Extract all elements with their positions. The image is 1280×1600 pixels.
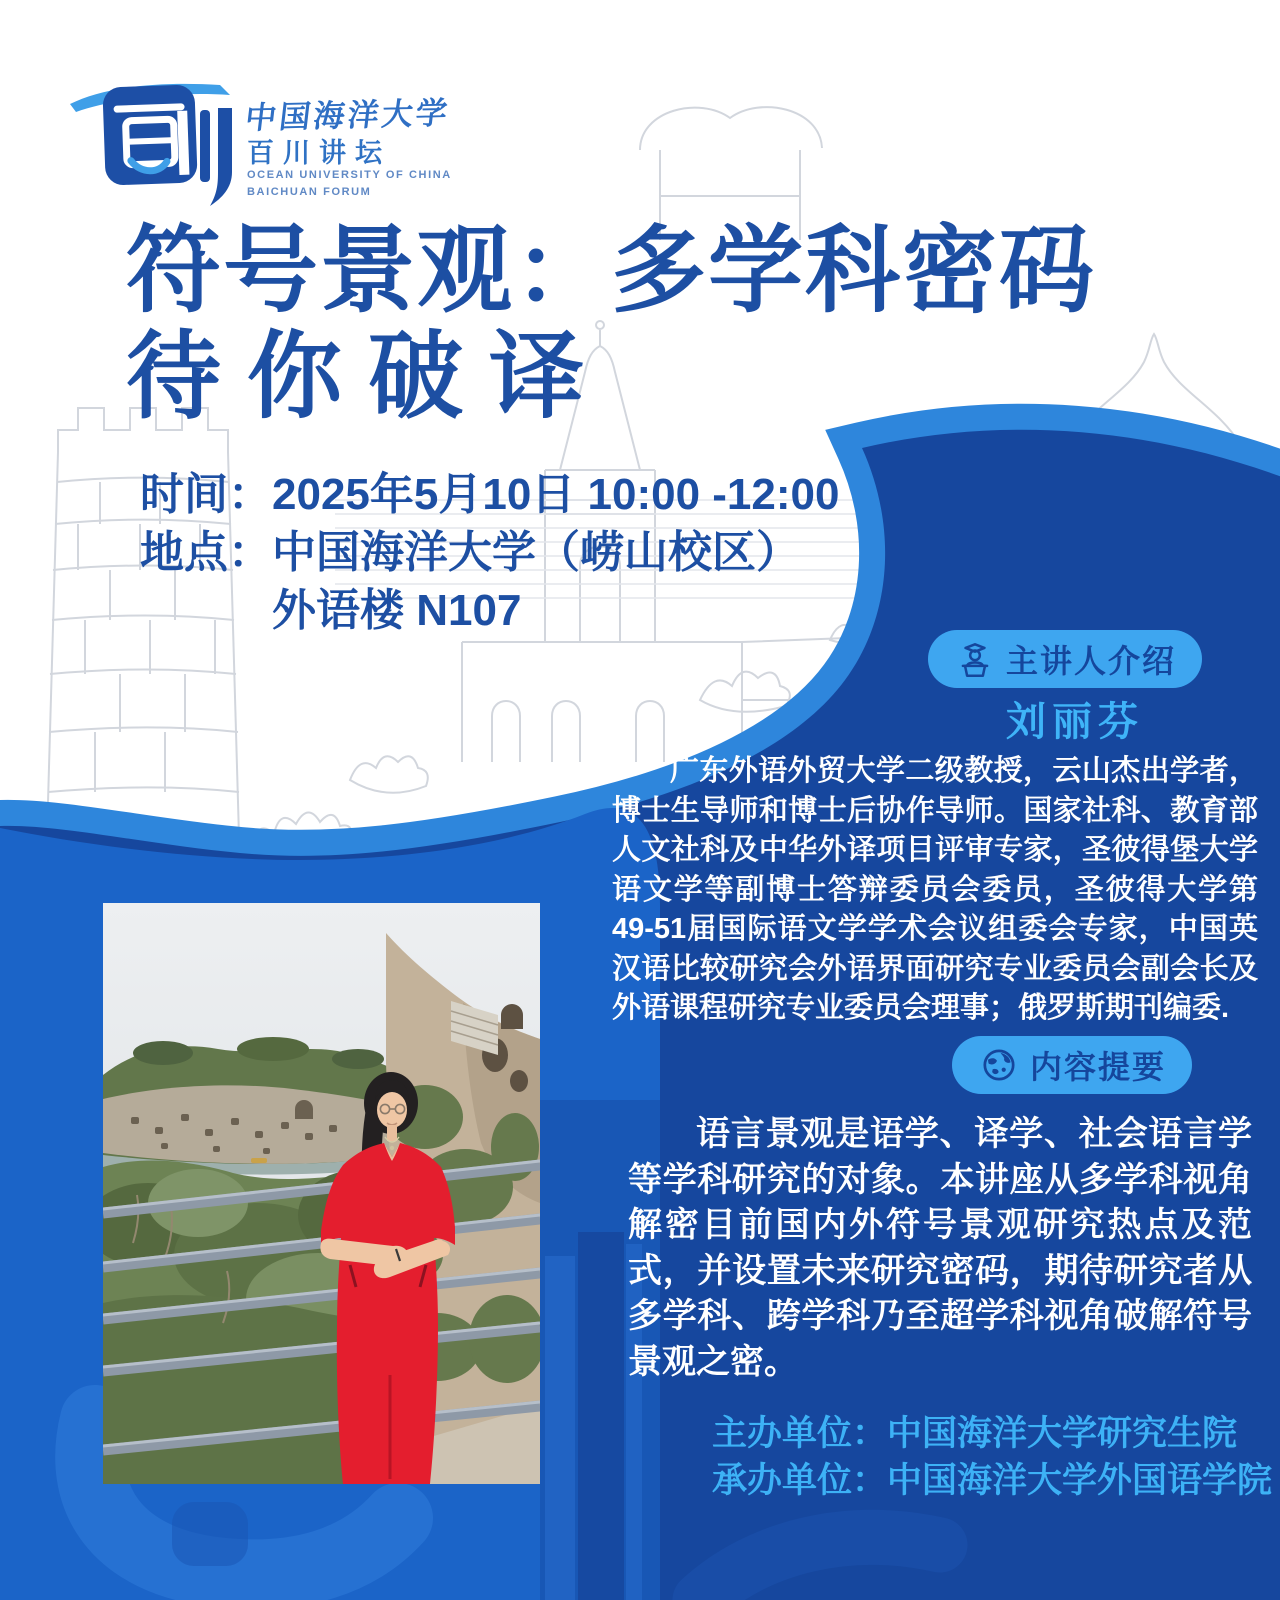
- speaker-badge-label: 主讲人介绍: [1006, 643, 1177, 679]
- content-summary: 语言景观是语学、译学、社会语言学等学科研究的对象。本讲座从多学科视角解密目前国内外符号景观研究热点及范式，并设置未来研究密码，期待研究者从多学科、跨学科乃至超学科视角破解符号景观之密。: [628, 1115, 1252, 1381]
- title-line-1: 符号景观：多学科密码: [126, 218, 1097, 324]
- place-row: [140, 524, 839, 582]
- time-label: 时间：: [140, 470, 272, 519]
- speaker-badge: [928, 630, 1202, 688]
- forum-name: 百川讲坛: [247, 138, 391, 168]
- host-value: 中国海洋大学研究生院: [887, 1414, 1238, 1453]
- baichuan-logo-mark: [68, 64, 238, 216]
- content-badge: [952, 1036, 1192, 1094]
- title-line-2: 待你破译: [126, 324, 611, 430]
- university-name-english: OCEAN UNIVERSITY OF CHINA: [247, 169, 452, 181]
- globe-icon: [978, 1044, 1020, 1086]
- speaker-name: 刘丽芬: [1006, 700, 1144, 744]
- co-organizer-value: 中国海洋大学外国语学院: [887, 1461, 1273, 1500]
- host-row: [712, 1410, 1272, 1457]
- co-organizer-label: 承办单位：: [712, 1461, 888, 1500]
- co-organizer-row: [712, 1457, 1272, 1504]
- room-row: [272, 582, 839, 640]
- content-badge-label: 内容提要: [1030, 1049, 1167, 1085]
- time-row: [140, 466, 839, 524]
- place-label: 地点：: [140, 528, 272, 577]
- place-value: 中国海洋大学（崂山校区）: [272, 528, 800, 577]
- time-value: 2025年5月10日 10:00 -12:00: [272, 470, 840, 519]
- host-label: 主办单位：: [712, 1414, 888, 1453]
- university-name: 中国海洋大学: [243, 95, 452, 136]
- speaker-bio: 广东外语外贸大学二级教授，云山杰出学者，博士生导师和博士后协作导师。国家社科、教育部人文社科及中华外译项目评审专家，圣彼得堡大学语文学等副博士答辩委员会委员，圣彼得大学第49-51届国际语文学学术会议组委会专家，中国英汉语比较研究会外语界面研究专业委员会副会长及外语课程研究专业委员会理事；俄罗斯期刊编委.: [612, 755, 1258, 1024]
- organizers: [712, 1410, 1272, 1504]
- room-value: 外语楼 N107: [272, 586, 522, 635]
- page-title: [126, 218, 1096, 430]
- forum-name-english: BAICHUAN FORUM: [247, 186, 372, 198]
- speaker-photo: [103, 903, 540, 1484]
- lecturer-icon: [954, 638, 996, 680]
- event-info: [140, 466, 839, 640]
